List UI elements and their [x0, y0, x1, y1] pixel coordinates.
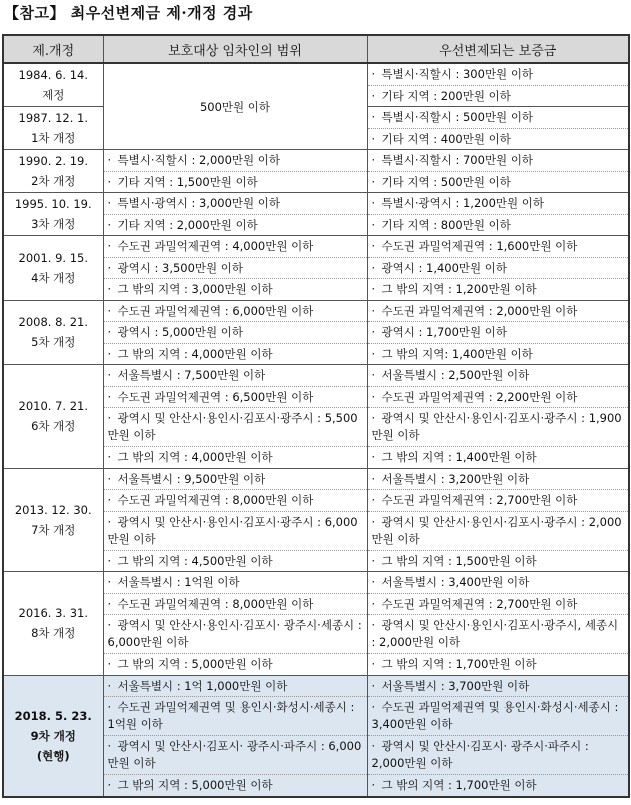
- cell-line: [368, 301, 629, 323]
- cell-text: 광역시 : 1,700만원 이하: [381, 325, 508, 339]
- bullet: ·: [371, 282, 376, 296]
- cell-text: 수도권 과밀억제권역 : 2,200만원 이하: [381, 389, 578, 404]
- amount-cell: [367, 468, 629, 572]
- bullet: ·: [107, 411, 112, 425]
- bullet: ·: [371, 700, 376, 714]
- cell-text: 그 밖의 지역 : 4,500만원 이하: [117, 553, 273, 568]
- revision-cell: [3, 300, 103, 365]
- amount-cell: [367, 63, 629, 107]
- cell-text: 광역시 및 안산시·용인시·김포시·광주시 : 6,000만원 이하: [107, 514, 358, 546]
- cell-line: [368, 408, 629, 447]
- bullet: ·: [371, 67, 376, 81]
- cell-text: 수도권 과밀억제권역 : 6,500만원 이하: [117, 389, 314, 404]
- cell-text: 그 밖의 지역: 1,400만원 이하: [381, 346, 533, 361]
- scope-cell: [103, 193, 367, 236]
- cell-line: [104, 150, 367, 172]
- revision-text: 4차 개정: [31, 270, 76, 285]
- header-priority-deposit: 우선변제되는 보증금: [367, 35, 629, 63]
- bullet: ·: [107, 739, 112, 753]
- bullet: ·: [371, 450, 376, 464]
- bullet: ·: [107, 553, 112, 568]
- table-row: [3, 365, 629, 469]
- cell-line: [104, 344, 367, 365]
- cell-text: 특별시·광역시 : 1,200만원 이하: [381, 196, 545, 210]
- cell-text: 그 밖의 지역 : 1,400만원 이하: [381, 450, 537, 464]
- scope-cell: [103, 675, 367, 797]
- table-header-row: [3, 35, 629, 63]
- cell-line: [368, 64, 629, 86]
- revision-cell: [3, 365, 103, 469]
- bullet: ·: [371, 110, 376, 124]
- revision-text: 2016. 3. 31.: [18, 606, 88, 621]
- bullet: ·: [107, 303, 112, 318]
- cell-line: [368, 279, 629, 300]
- scope-cell: [103, 468, 367, 572]
- cell-line: [368, 107, 629, 129]
- table-row: [3, 193, 629, 236]
- cell-text: 광역시 및 안산시·김포시· 광주시·파주시 : 2,000만원 이하: [371, 739, 589, 770]
- revision-text: 2013. 12. 30.: [14, 502, 92, 517]
- revision-text: 2001. 9. 15.: [18, 250, 88, 265]
- cell-text: 서울특별시 : 1억원 이하: [117, 575, 240, 589]
- page-title: 【참고】 최우선변제금 제·개정 경과: [4, 4, 253, 22]
- scope-cell: [103, 236, 367, 301]
- cell-text: 광역시 및 안산시·김포시· 광주시·파주시 : 6,000만원 이하: [107, 739, 362, 770]
- cell-text: 그 밖의 지역 : 1,500만원 이하: [381, 553, 537, 568]
- bullet: ·: [371, 575, 376, 589]
- cell-line: [368, 344, 629, 365]
- bullet: ·: [371, 368, 376, 382]
- cell-line: [104, 193, 367, 215]
- cell-line: [368, 775, 629, 796]
- revision-text: 1984. 6. 14.: [18, 68, 88, 82]
- bullet: ·: [371, 303, 376, 318]
- revision-text: 3차 개정: [31, 217, 76, 231]
- revision-text: 6차 개정: [31, 419, 76, 434]
- scope-cell: [103, 150, 367, 193]
- cell-line: [368, 736, 629, 775]
- bullet: ·: [107, 346, 112, 361]
- cell-line: [368, 322, 629, 344]
- cell-line: [104, 490, 367, 512]
- bullet: ·: [107, 196, 112, 210]
- cell-text: 기타 지역 : 500만원 이하: [381, 174, 511, 189]
- cell-text: 그 밖의 지역 : 1,700만원 이하: [381, 657, 537, 671]
- revision-cell: [3, 193, 103, 236]
- cell-line: [368, 236, 629, 258]
- cell-line: [368, 490, 629, 512]
- table-row: [3, 300, 629, 365]
- revision-text: 9차 개정: [30, 728, 76, 743]
- cell-line: [368, 365, 629, 387]
- amount-cell: [367, 236, 629, 301]
- revision-text: 2010. 7. 21.: [18, 399, 88, 414]
- revision-cell: [3, 468, 103, 572]
- bullet: ·: [107, 368, 112, 382]
- cell-text: 서울특별시 : 9,500만원 이하: [117, 471, 266, 486]
- cell-text: 특별시·광역시 : 3,000만원 이하: [117, 196, 281, 210]
- cell-text: 수도권 과밀억제권역 : 8,000만원 이하: [117, 596, 314, 611]
- bullet: ·: [371, 596, 376, 611]
- bullet: ·: [107, 471, 112, 486]
- cell-line: [368, 697, 629, 736]
- cell-line: [104, 736, 367, 775]
- bullet: ·: [107, 239, 112, 253]
- cell-line: [104, 215, 367, 236]
- cell-line: [368, 676, 629, 698]
- revision-text: 제정: [42, 88, 65, 102]
- cell-line: [368, 172, 629, 193]
- revision-text: 2차 개정: [31, 174, 76, 188]
- bullet: ·: [107, 389, 112, 404]
- cell-text: 광역시 및 안산시·용인시·김포시·광주시 : 5,500만원 이하: [107, 411, 358, 442]
- cell-text: 특별시·직할시 : 300만원 이하: [381, 67, 534, 81]
- cell-text: 특별시·직할시 : 2,000만원 이하: [117, 153, 281, 167]
- cell-text: 수도권 과밀억제권역 : 8,000만원 이하: [117, 493, 314, 507]
- bullet: ·: [107, 657, 112, 671]
- header-protected-tenant-scope: 보호대상 임차인의 범위: [103, 35, 367, 63]
- cell-line: [368, 150, 629, 172]
- cell-line: [104, 301, 367, 323]
- cell-text: 수도권 과밀억제권역 : 2,000만원 이하: [381, 303, 578, 318]
- bullet: ·: [371, 493, 376, 507]
- revision-cell: [3, 150, 103, 193]
- cell-text: 그 밖의 지역 : 5,000만원 이하: [117, 657, 273, 671]
- bullet: ·: [371, 739, 376, 753]
- cell-line: [104, 615, 367, 654]
- amount-cell: [367, 150, 629, 193]
- cell-line: [104, 676, 367, 698]
- cell-text: 수도권 과밀억제권역 및 용인시·화성시·세종시 : 1억원 이하: [107, 700, 355, 731]
- cell-text: 광역시 : 1,400만원 이하: [381, 260, 508, 275]
- cell-text: 그 밖의 지역 : 4,000만원 이하: [117, 346, 273, 361]
- merged-scope-text: 500만원 이하: [199, 99, 271, 114]
- cell-text: 서울특별시 : 1억 1,000만원 이하: [117, 678, 288, 693]
- cell-text: 그 밖의 지역 : 3,000만원 이하: [117, 282, 273, 296]
- bullet: ·: [371, 217, 376, 232]
- cell-text: 서울특별시 : 3,700만원 이하: [381, 678, 530, 693]
- revision-history-table: [2, 34, 630, 798]
- cell-text: 광역시 및 안산시·용인시·김포시·광주시 : 1,900만원 이하: [371, 411, 622, 442]
- bullet: ·: [107, 700, 112, 714]
- bullet: ·: [371, 346, 376, 361]
- cell-text: 광역시 : 5,000만원 이하: [117, 325, 244, 339]
- cell-line: [104, 387, 367, 409]
- bullet: ·: [371, 389, 376, 404]
- amount-cell: [367, 300, 629, 365]
- amount-cell: [367, 107, 629, 150]
- cell-line: [104, 551, 367, 572]
- revision-text: 8차 개정: [31, 626, 76, 641]
- cell-text: 수도권 과밀억제권역 : 1,600만원 이하: [381, 239, 578, 253]
- bullet: ·: [371, 471, 376, 486]
- cell-line: [104, 572, 367, 594]
- cell-line: [368, 129, 629, 150]
- cell-text: 특별시·직할시 : 500만원 이하: [381, 110, 534, 124]
- cell-text: 그 밖의 지역 : 1,700만원 이하: [381, 778, 537, 792]
- amount-cell: [367, 572, 629, 676]
- revision-cell: [3, 107, 103, 150]
- bullet: ·: [371, 514, 376, 529]
- cell-line: [368, 86, 629, 107]
- cell-text: 기타 지역 : 800만원 이하: [381, 217, 511, 232]
- cell-line: [368, 387, 629, 409]
- cell-text: 서울특별시 : 2,500만원 이하: [381, 368, 530, 382]
- cell-text: 수도권 과밀억제권역 : 6,000만원 이하: [117, 303, 314, 318]
- cell-line: [104, 697, 367, 736]
- table-row: [3, 236, 629, 301]
- bullet: ·: [107, 174, 112, 189]
- revision-cell: [3, 236, 103, 301]
- bullet: ·: [107, 678, 112, 693]
- bullet: ·: [371, 131, 376, 146]
- revision-text: 1995. 10. 19.: [14, 197, 92, 211]
- cell-text: 기타 지역 : 1,500만원 이하: [117, 174, 258, 189]
- revision-text: 1990. 2. 19.: [18, 154, 88, 168]
- cell-line: [368, 447, 629, 468]
- cell-text: 그 밖의 지역 : 4,000만원 이하: [117, 450, 273, 464]
- table-row: [3, 63, 629, 107]
- scope-cell: [103, 300, 367, 365]
- bullet: ·: [107, 450, 112, 464]
- revision-text: 2008. 8. 21.: [18, 315, 88, 330]
- bullet: ·: [107, 575, 112, 589]
- cell-text: 수도권 과밀억제권역 : 4,000만원 이하: [117, 239, 314, 253]
- cell-text: 기타 지역 : 2,000만원 이하: [117, 217, 258, 232]
- cell-line: [368, 572, 629, 594]
- cell-text: 서울특별시 : 3,400만원 이하: [381, 575, 530, 589]
- bullet: ·: [371, 778, 376, 792]
- bullet: ·: [371, 153, 376, 167]
- table-row: [3, 675, 629, 797]
- cell-line: [368, 193, 629, 215]
- bullet: ·: [371, 618, 376, 632]
- revision-text: (현행): [36, 748, 70, 763]
- cell-text: 광역시 및 안산시·용인시·김포시· 광주시·세종시 : 6,000만원 이하: [107, 618, 362, 649]
- cell-text: 서울특별시 : 3,200만원 이하: [381, 471, 530, 486]
- bullet: ·: [371, 239, 376, 253]
- cell-text: 특별시·직할시 : 700만원 이하: [381, 153, 534, 167]
- bullet: ·: [107, 325, 112, 339]
- bullet: ·: [371, 88, 376, 103]
- bullet: ·: [371, 657, 376, 671]
- cell-text: 광역시 : 3,500만원 이하: [117, 260, 244, 275]
- bullet: ·: [371, 196, 376, 210]
- cell-text: 그 밖의 지역 : 1,200만원 이하: [381, 282, 537, 296]
- cell-line: [104, 322, 367, 344]
- cell-line: [104, 469, 367, 491]
- cell-text: 광역시 및 안산시·용인시·김포시·광주시 : 2,000만원 이하: [371, 514, 622, 546]
- table-row: [3, 468, 629, 572]
- bullet: ·: [107, 260, 112, 275]
- bullet: ·: [107, 778, 112, 792]
- cell-line: [104, 258, 367, 280]
- bullet: ·: [107, 282, 112, 296]
- amount-cell: [367, 675, 629, 797]
- cell-text: 기타 지역 : 200만원 이하: [381, 88, 511, 103]
- cell-line: [104, 172, 367, 193]
- bullet: ·: [107, 153, 112, 167]
- cell-line: [104, 447, 367, 468]
- bullet: ·: [107, 618, 112, 632]
- cell-line: [368, 615, 629, 654]
- table-row: [3, 572, 629, 676]
- cell-text: 수도권 과밀억제권역 : 2,700만원 이하: [381, 596, 578, 611]
- bullet: ·: [371, 174, 376, 189]
- revision-cell: [3, 572, 103, 676]
- bullet: ·: [371, 325, 376, 339]
- cell-line: [368, 215, 629, 236]
- scope-cell: [103, 572, 367, 676]
- cell-text: 기타 지역 : 400만원 이하: [381, 131, 511, 146]
- revision-text: 5차 개정: [31, 335, 76, 350]
- cell-line: [368, 551, 629, 572]
- bullet: ·: [371, 678, 376, 693]
- header-revision: 제.개정: [3, 35, 103, 63]
- bullet: ·: [371, 260, 376, 275]
- cell-line: [104, 408, 367, 447]
- revision-text: 7차 개정: [31, 522, 76, 537]
- cell-line: [104, 512, 367, 551]
- bullet: ·: [371, 553, 376, 568]
- cell-line: [104, 654, 367, 675]
- bullet: ·: [107, 493, 112, 507]
- bullet: ·: [107, 514, 112, 529]
- cell-line: [368, 654, 629, 675]
- merged-scope-cell: [103, 63, 367, 150]
- cell-line: [104, 279, 367, 300]
- cell-line: [368, 594, 629, 616]
- cell-text: 수도권 과밀억제권역 및 용인시·화성시·세종시 : 3,400만원 이하: [371, 700, 619, 731]
- cell-text: 서울특별시 : 7,500만원 이하: [117, 368, 266, 382]
- cell-line: [104, 236, 367, 258]
- table-row: [3, 150, 629, 193]
- revision-cell: [3, 675, 103, 797]
- revision-text: 1차 개정: [31, 131, 76, 145]
- cell-text: 그 밖의 지역 : 5,000만원 이하: [117, 778, 273, 792]
- amount-cell: [367, 365, 629, 469]
- cell-line: [368, 469, 629, 491]
- bullet: ·: [107, 596, 112, 611]
- bullet: ·: [371, 411, 376, 425]
- revision-text: 1987. 12. 1.: [18, 111, 88, 125]
- cell-line: [104, 365, 367, 387]
- cell-line: [104, 775, 367, 796]
- amount-cell: [367, 193, 629, 236]
- cell-line: [368, 512, 629, 551]
- revision-text: 2018. 5. 23.: [14, 708, 92, 723]
- cell-line: [104, 594, 367, 616]
- bullet: ·: [107, 217, 112, 232]
- scope-cell: [103, 365, 367, 469]
- revision-cell: [3, 63, 103, 107]
- cell-line: [368, 258, 629, 280]
- cell-text: 수도권 과밀억제권역 : 2,700만원 이하: [381, 493, 578, 507]
- cell-text: 광역시 및 안산시·용인시·김포시·광주시, 세종시 : 2,000만원 이하: [371, 618, 619, 649]
